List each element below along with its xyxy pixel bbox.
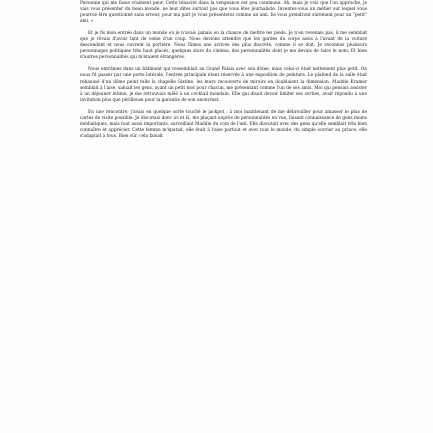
paragraph-4: En une rencontre, j'avais en quelque sorte touché le jackpot ; à moi maintenant de me débrouiller pour amasser le plus de cartes de visite possible. Je discutais donc ici et là, me plaçant auprès de personnalités en vue, faisant connaissance de gens moins médiatiques, mais tout aussi importants, surveillant Maddie du coin de l'œil. Elle discutait avec des gens qu'elle semblait très bien connaître et apprécier. Cette femme m'épatait, elle était à l'aise partout et avec tout le monde, du simple ouvrier au prince, elle s'adaptait à tous. Bien sûr, cela faisait [80, 109, 367, 139]
paragraph-1: Personne qui me fasse vraiment peur. Cette ténacité dans la vengeance est peu commune. Ah, mais je vois que l'on approche, je vais vous présenter du beau monde, ne leur dites surtout pas que vous êtes journaliste. Inventez-vous un métier sur lequel vous pourrez être questionné sans erreur, pour ma part je vous présenterai comme un ami. Ils vous prendront sûrement pour un "petit" ami. » [80, 1, 367, 25]
paragraph-3: Nous entrâmes dans un bâtiment qui ressemblait au Grand Palais avec son dôme, mais celui-ci était nettement plus petit. On nous fit passer par une porte latérale, l'entrée principale étant réservée à une exposition de peinture. Le plafond de la salle était rehaussé d'un dôme peint telle la chapelle Sixtine, les murs recouverts de miroirs en doublaient la dimension. Maddie Kramer semblait à l'aise, saluait les gens, ayant un petit mot pour chacun, me présentant comme l'un de ses amis. Moi qui pensais assister à un déjeuner intime, je me retrouvais mêlé à un cocktail mondain. Elle qui disait devoir limiter ses sorties, avait répondu à une invitation plus que périlleuse pour la garantie de son anonymat. [80, 67, 367, 103]
paragraph-2: Et je fis mon entrée dans un monde où je n'avais jamais eu la chance de mettre les pieds. Je n'en revenais pas, il me semblait que je rêvais d'avoir tant de veine d'un coup. Nous devions attendre que les gardes du corps assis à l'avant de la voiture descendent et nous ouvrent la portière. Nous fûmes une arrivée des plus discrète, comme il se doit. Je reconnus plusieurs personnages politiques très haut placés, quelques stars du cinéma, des personnalités dont je me devais de taire le nom. Et bien d'autres personnalités qui m'étaient étrangères. [80, 31, 367, 61]
